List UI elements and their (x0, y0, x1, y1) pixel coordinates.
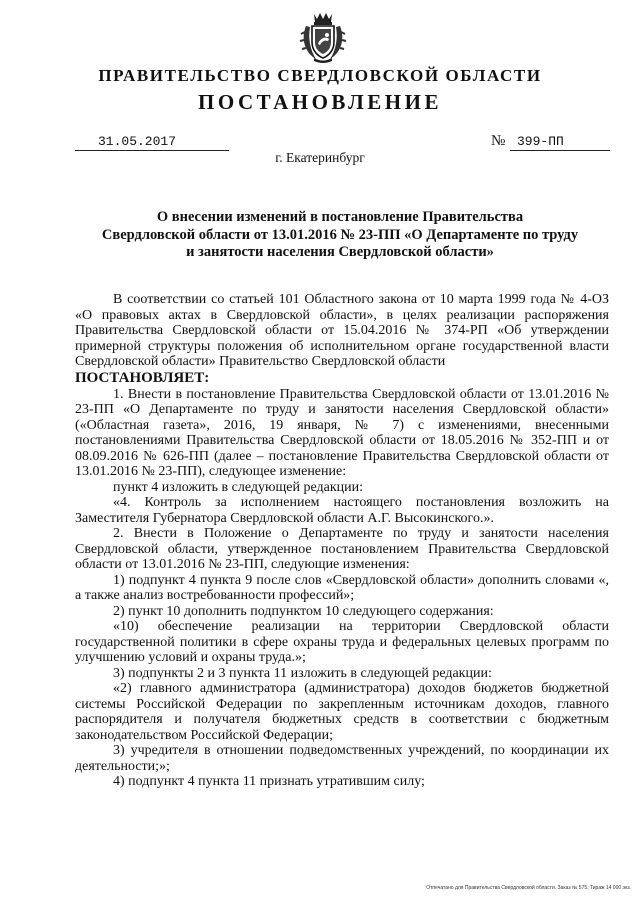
decree-date: 31.05.2017 (98, 134, 177, 149)
paragraph: 1) подпункт 4 пункта 9 после слов «Свердловской области» дополнить словами «, а также анализ востребованности профессий»; (75, 572, 609, 603)
title-line: О внесении изменений в постановление Правительства (156, 209, 524, 225)
paragraph: «2) главного администратора (администратора) доходов бюджетов бюджетной системы Российской Федерации по закрепленным источникам доходов, главного распорядителя и получателя бюджетных средств в соответствии с бюджетным законодательством Российской Федерации; (75, 681, 609, 743)
preamble-paragraph: В соответствии со статьей 101 Областного закона от 10 марта 1999 года № 4-ОЗ «О правовых актах в Свердловской области», в целях реализации распоряжения Правительства Свердловской области от 15.04.2016 № 374-РП «Об утверждении примерной структуры положения об исполнительном органе государственной власти Свердловской области» Правительство Свердловской области (75, 292, 609, 369)
paragraph: 2) пункт 10 дополнить подпунктом 10 следующего содержания: (113, 603, 494, 619)
paragraph: 3) учредителя в отношении подведомственных учреждений, по координации их деятельности;»; (75, 743, 609, 774)
paragraph: 2. Внести в Положение о Департаменте по труду и занятости населения Свердловской области, утвержденное постановлением Правительства Свердловской области от 13.01.2016 № 23-ПП, следующие изменения: (75, 526, 609, 572)
document-type: ПОСТАНОВЛЕНИЕ (198, 90, 442, 114)
city: г. Екатеринбург (275, 150, 365, 165)
number-label: № (491, 133, 506, 149)
coat-of-arms-icon (298, 10, 348, 64)
paragraph: 4) подпункт 4 пункта 11 признать утратившим силу; (113, 774, 425, 789)
paragraph: «10) обеспечение реализации на территории Свердловской области государственной политики в сфере охраны труда и федеральных целевых программ по улучшению условий и охраны труда.»; (75, 619, 609, 665)
decree-number: 399-ПП (517, 134, 564, 149)
paragraph: 3) подпункты 2 и 3 пункта 11 изложить в следующей редакции: (113, 665, 492, 681)
title-line: и занятости населения Свердловской области» (186, 244, 494, 260)
document-body (75, 292, 609, 790)
document-title (70, 209, 610, 262)
resolves-heading: ПОСТАНОВЛЯЕТ: (75, 369, 210, 386)
title-line: Свердловской области от 13.01.2016 № 23-ПП «О Департаменте по труду (101, 226, 579, 243)
paragraph: 1. Внести в постановление Правительства Свердловской области от 13.01.2016 № 23-ПП «О Департаменте по труду и занятости населения Свердловской области» («Областная газета», 2016, 19 января, № 7) с изменениями, внесенными постановлениями Правительства Свердловской области от 18.05.2016 № 352-ПП и от 08.09.2016 № 626-ПП (далее – постановление Правительства Свердловской области от 13.01.2016 № 23-ПП), следующее изменение: (75, 386, 609, 479)
paragraph: «4. Контроль за исполнением настоящего постановления возложить на Заместителя Губернатора Свердловской области А.Г. Высокинского.». (75, 495, 609, 526)
paragraph: пункт 4 изложить в следующей редакции: (113, 479, 363, 495)
print-footnote: Отпечатано для Правительства Свердловской области. Заказ № 575. Тираж 14 000 экз. (426, 885, 631, 891)
government-name: ПРАВИТЕЛЬСТВО СВЕРДЛОВСКОЙ ОБЛАСТИ (98, 66, 542, 85)
